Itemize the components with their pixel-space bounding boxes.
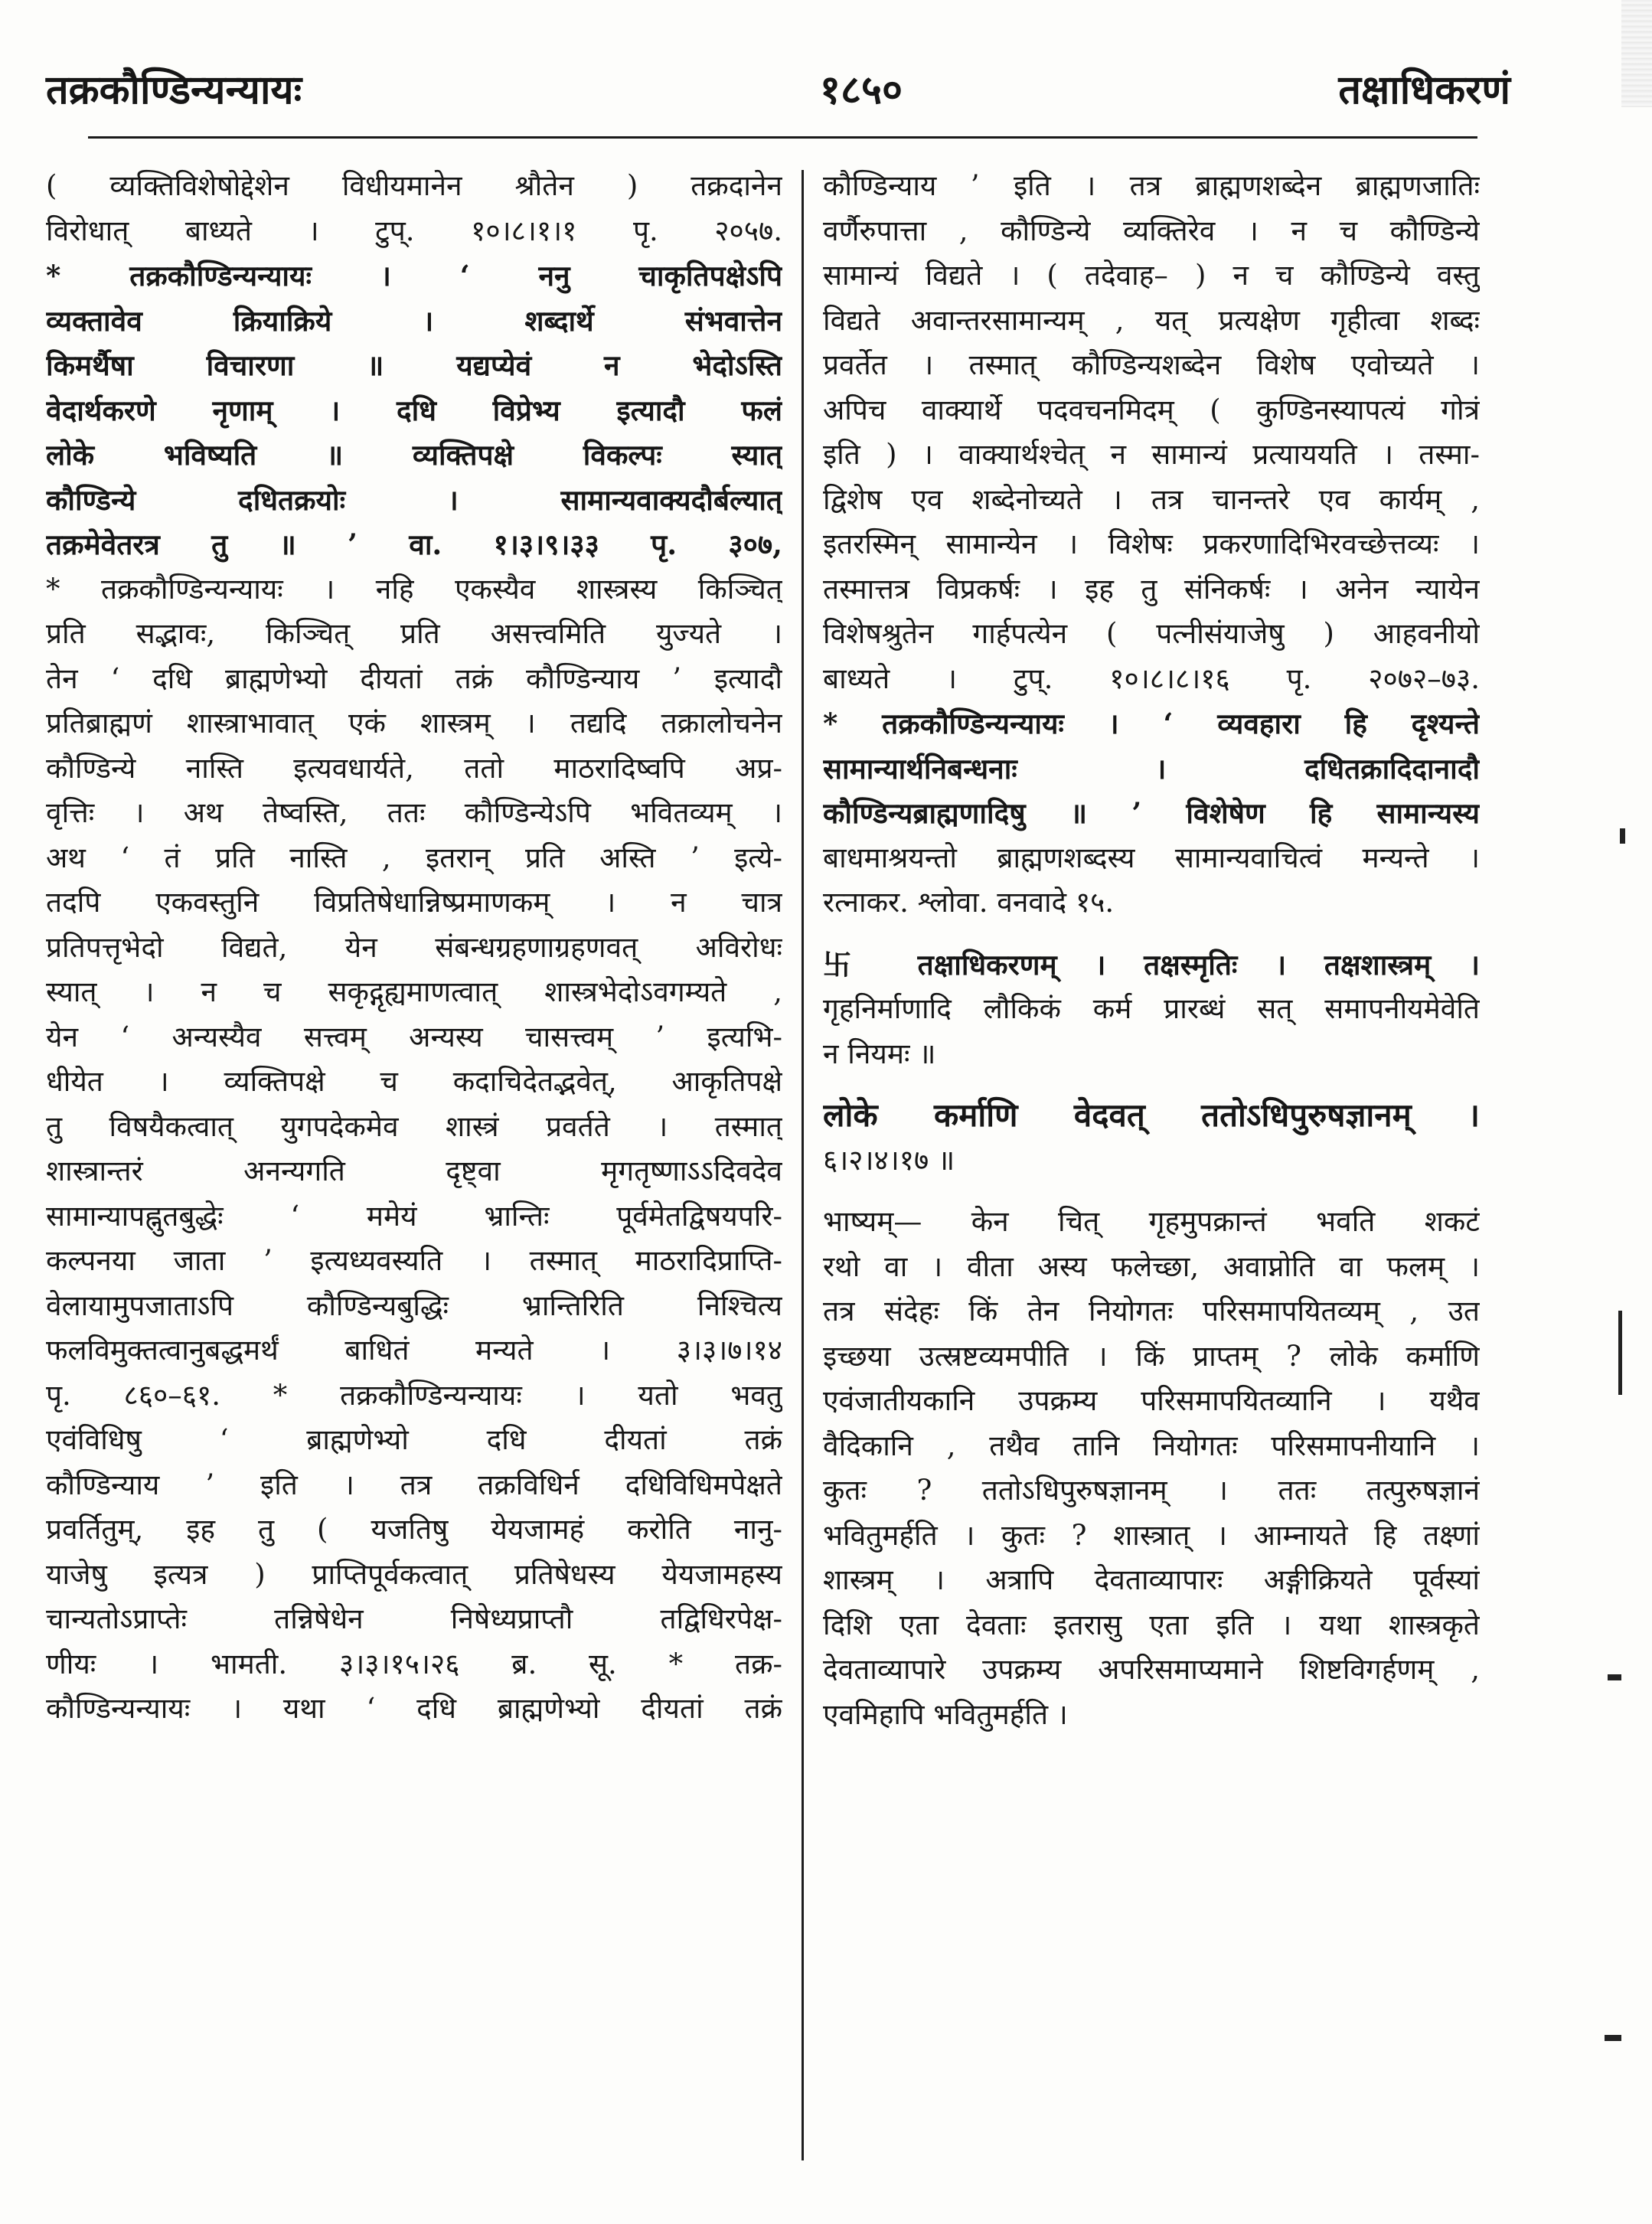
sutra-line: लोके कर्माणि वेदवत् ततोऽधिपुरुषज्ञानम् । <box>823 1096 1480 1134</box>
text-line: कौण्डिन्ये नास्ति इत्यवधार्यते, ततो माठरादिष्वपि अप्र- <box>46 751 782 785</box>
scan-edge-noise <box>1621 0 1652 107</box>
text-line: कल्पनया जाता ’ इत्यध्यवस्यति । तस्मात् माठरादिप्राप्ति- <box>46 1244 782 1277</box>
text-line: कौण्डिन्यब्राह्मणादिषु ॥ ’ विशेषेण हि सामान्यस्य <box>823 796 1480 830</box>
text-line: इति ) । वाक्यार्थश्चेत् न सामान्यं प्रत्याययति । तस्मा- <box>823 438 1480 471</box>
text-line: प्रतिब्राह्मणं शास्त्राभावात् एकं शास्त्रम् । तद्यदि तक्रालोचनेन <box>46 707 782 740</box>
text-line: कौण्डिन्यन्यायः । यथा ‘ दधि ब्राह्मणेभ्यो दीयतां तक्रं <box>46 1692 782 1725</box>
text-line: पृ. ८६०–६१. * तक्रकौण्डिन्यन्यायः । यतो भवतु <box>46 1378 782 1412</box>
text-line: भाष्यम्— केन चित् गृहमुपक्रान्तं भवति शकटं <box>823 1205 1480 1238</box>
text-line: फलविमुक्तत्वानुबद्धमर्थं बाधितं मन्यते । ३।३।७।१४ <box>46 1334 782 1367</box>
text-line: अथ ‘ तं प्रति नास्ति , इतरान् प्रति अस्ति ’ इत्ये- <box>46 841 782 874</box>
text-line: येन ‘ अन्यस्यैव सत्त्वम् अन्यस्य चासत्त्वम् ’ इत्यभि- <box>46 1020 782 1053</box>
text-line: देवताव्यापारे उपक्रम्य अपरिसमाप्यमाने शिष्टविगर्हणम् , <box>823 1653 1480 1686</box>
text-line: * तक्रकौण्डिन्यन्यायः । ‘ ननु चाकृतिपक्षेऽपि <box>46 259 782 292</box>
text-line: गृहनिर्माणादि लौकिकं कर्म प्रारब्धं सत् समापनीयमेवेति <box>823 992 1480 1025</box>
margin-mark <box>1608 1674 1621 1680</box>
text-line: ( व्यक्तिविशेषोद्देशेन विधीयमानेन श्रौतेन ) तक्रदानेन <box>46 169 782 202</box>
text-line: शास्त्रम् । अत्रापि देवताव्यापारः अङ्गीक्रियते पूर्वस्यां <box>823 1563 1480 1596</box>
page-number: १८५० <box>819 67 903 113</box>
text-line: * तक्रकौण्डिन्यन्यायः । ‘ व्यवहारा हि दृश्यन्ते <box>823 707 1480 740</box>
right-column <box>823 164 1480 1737</box>
text-line: सामान्यापह्नुतबुद्धेः ‘ ममेयं भ्रान्तिः पूर्वमेतद्विषयपरि- <box>46 1199 782 1233</box>
text-line: वैदिकानि , तथैव तानि नियोगतः परिसमापनीयानि । <box>823 1429 1480 1462</box>
text-line: णीयः । भामती. ३।३।१५।२६ ब्र. सू. * तक्र- <box>46 1647 782 1680</box>
text-line: कौण्डिन्ये दधितक्रयोः । सामान्यवाक्यदौर्बल्यात् <box>46 482 782 517</box>
text-line: वर्णैरुपात्ता , कौण्डिन्ये व्यक्तिरेव । न च कौण्डिन्ये <box>823 214 1480 247</box>
text-line: प्रवर्तितुम्, इह तु ( यजतिषु येयजामहं करोति नानु- <box>46 1513 782 1546</box>
margin-mark <box>1620 828 1625 844</box>
text-line: तक्रमेवेतरत्र तु ॥ ’ वा. १।३।९।३३ पृ. ३०७, <box>46 527 782 561</box>
running-head-right: तक्षाधिकरणं <box>1338 67 1510 113</box>
text-line: विरोधात् बाध्यते । टुप्. १०।८।१।१ पृ. २०५७. <box>46 214 782 247</box>
sutra-number: ६।२।४।१७ ॥ <box>823 1143 955 1177</box>
text-line: प्रवर्तेत । तस्मात् कौण्डिन्यशब्देन विशेष एवोच्यते । <box>823 348 1480 381</box>
text-line: कुतः ? ततोऽधिपुरुषज्ञानम् । ततः तत्पुरुषज्ञानं <box>823 1474 1480 1507</box>
header-rule <box>88 136 1477 139</box>
text-line: सामान्यं विद्यते । ( तदेवाह– ) न च कौण्डिन्ये वस्तु <box>823 259 1480 292</box>
text-line: दिशि एता देवताः इतरासु एता इति । यथा शास्त्रकृते <box>823 1608 1480 1641</box>
text-line: विद्यते अवान्तरसामान्यम् , यत् प्रत्यक्षेण गृहीत्वा शब्दः <box>823 303 1480 337</box>
text-line: प्रति सद्भावः, किञ्चित् प्रति असत्त्वमिति युज्यते । <box>46 617 782 650</box>
text-line: प्रतिपत्तृभेदो विद्यते, येन संबन्धग्रहणाग्रहणवत् अविरोधः <box>46 930 782 964</box>
text-line: स्यात् । न च सकृद्गृह्यमाणत्वात् शास्त्रभेदोऽवगम्यते , <box>46 975 782 1008</box>
text-line: तदपि एकवस्तुनि विप्रतिषेधान्निष्प्रमाणकम् । न चात्र <box>46 886 782 919</box>
section-heading: 卐 तक्षाधिकरणम् । तक्षस्मृतिः । तक्षशास्त्रम् । <box>823 947 1480 981</box>
text-line: तु विषयैकत्वात् युगपदेकमेव शास्त्रं प्रवर्तते । तस्मात् <box>46 1109 782 1143</box>
text-line: याजेषु इत्यत्र ) प्राप्तिपूर्वकत्वात् प्रतिषेधस्य येयजामहस्य <box>46 1557 782 1591</box>
text-line: रथो वा । वीता अस्य फलेच्छा, अवाप्नोति वा फलम् । <box>823 1249 1480 1283</box>
text-line: चान्यतोऽप्राप्तेः तन्निषेधेन निषेध्यप्राप्तौ तद्विधिरपेक्ष- <box>46 1602 782 1635</box>
left-column <box>46 164 782 1732</box>
text-line: लोके भविष्यति ॥ व्यक्तिपक्षे विकल्पः स्यात् <box>46 438 782 472</box>
margin-mark <box>1605 2035 1621 2041</box>
margin-mark <box>1618 1311 1622 1395</box>
text-line: कौण्डिन्याय ’ इति । तत्र तक्रविधिर्न दधिविधिमपेक्षते <box>46 1468 782 1501</box>
text-line: किमर्थैषा विचारणा ॥ यद्यप्येवं न भेदोऽस्ति <box>46 348 782 382</box>
text-line: तस्मात्तत्र विप्रकर्षः । इह तु संनिकर्षः । अनेन न्यायेन <box>823 572 1480 606</box>
text-line: अपिच वाक्यार्थे पदवचनमिदम् ( कुण्डिनस्यापत्यं गोत्रं <box>823 393 1480 426</box>
text-line: एवमिहापि भवितुमर्हति । <box>823 1697 1068 1731</box>
text-line: बाधमाश्रयन्तो ब्राह्मणशब्दस्य सामान्यवाचित्वं मन्यन्ते । <box>823 841 1480 874</box>
text-line: न नियमः ॥ <box>823 1037 936 1070</box>
text-line: वेलायामुपजाताऽपि कौण्डिन्यबुद्धिः भ्रान्तिरिति निश्चित्य <box>46 1288 782 1322</box>
text-line: शास्त्रान्तरं अनन्यगति दृष्ट्वा मृगतृष्णाऽऽदिवदेव <box>46 1154 782 1187</box>
text-line: धीयेत । व्यक्तिपक्षे च कदाचिदेतद्भवेत्, आकृतिपक्षे <box>46 1065 782 1098</box>
text-line: सामान्यार्थनिबन्धनाः । दधितक्रादिदानादौ <box>823 751 1480 785</box>
text-line: भवितुमर्हति । कुतः ? शास्त्रात् । आम्नायते हि तक्ष्णां <box>823 1518 1480 1552</box>
running-head-left: तक्रकौण्डिन्यन्यायः <box>46 67 302 113</box>
text-line: वृत्तिः । अथ तेष्वस्ति, ततः कौण्डिन्येऽपि भवितव्यम् । <box>46 796 782 829</box>
text-line: वेदार्थकरणे नृणाम् । दधि विप्रेभ्य इत्यादौ फलं <box>46 393 782 427</box>
text-line: व्यक्तावेव क्रियाक्रिये । शब्दार्थे संभवात्तेन <box>46 303 782 338</box>
text-line: तेन ‘ दधि ब्राह्मणेभ्यो दीयतां तक्रं कौण्डिन्याय ’ इत्यादौ <box>46 661 782 695</box>
text-line: एवंजातीयकानि उपक्रम्य परिसमापयितव्यानि । यथैव <box>823 1384 1480 1417</box>
text-line: एवंविधिषु ‘ ब्राह्मणेभ्यो दधि दीयतां तक्रं <box>46 1423 782 1456</box>
text-line: इतरस्मिन् सामान्येन । विशेषः प्रकरणादिभिरवच्छेत्तव्यः । <box>823 527 1480 560</box>
text-line: * तक्रकौण्डिन्यन्यायः । नहि एकस्यैव शास्त्रस्य किञ्चित् <box>46 572 782 606</box>
text-line: तत्र संदेहः किं तेन नियोगतः परिसमापयितव्यम् , उत <box>823 1295 1480 1328</box>
text-line: कौण्डिन्याय ’ इति । तत्र ब्राह्मणशब्देन ब्राह्मणजातिः <box>823 169 1480 202</box>
text-line: इच्छया उत्स्रष्टव्यमपीति । किं प्राप्तम् ? लोके कर्माणि <box>823 1339 1480 1373</box>
citation-line: रत्नाकर. श्लोवा. वनवादे १५. <box>823 886 1115 919</box>
text-line: विशेषश्रुतेन गार्हपत्येन ( पत्नीसंयाजेषु ) आहवनीयो <box>823 617 1480 650</box>
text-line: बाध्यते । टुप्. १०।८।८।१६ पृ. २०७२–७३. <box>823 661 1480 695</box>
column-divider <box>802 170 804 2160</box>
text-line: द्विशेष एव शब्देनोच्यते । तत्र चानन्तरे एव कार्यम् , <box>823 482 1480 516</box>
